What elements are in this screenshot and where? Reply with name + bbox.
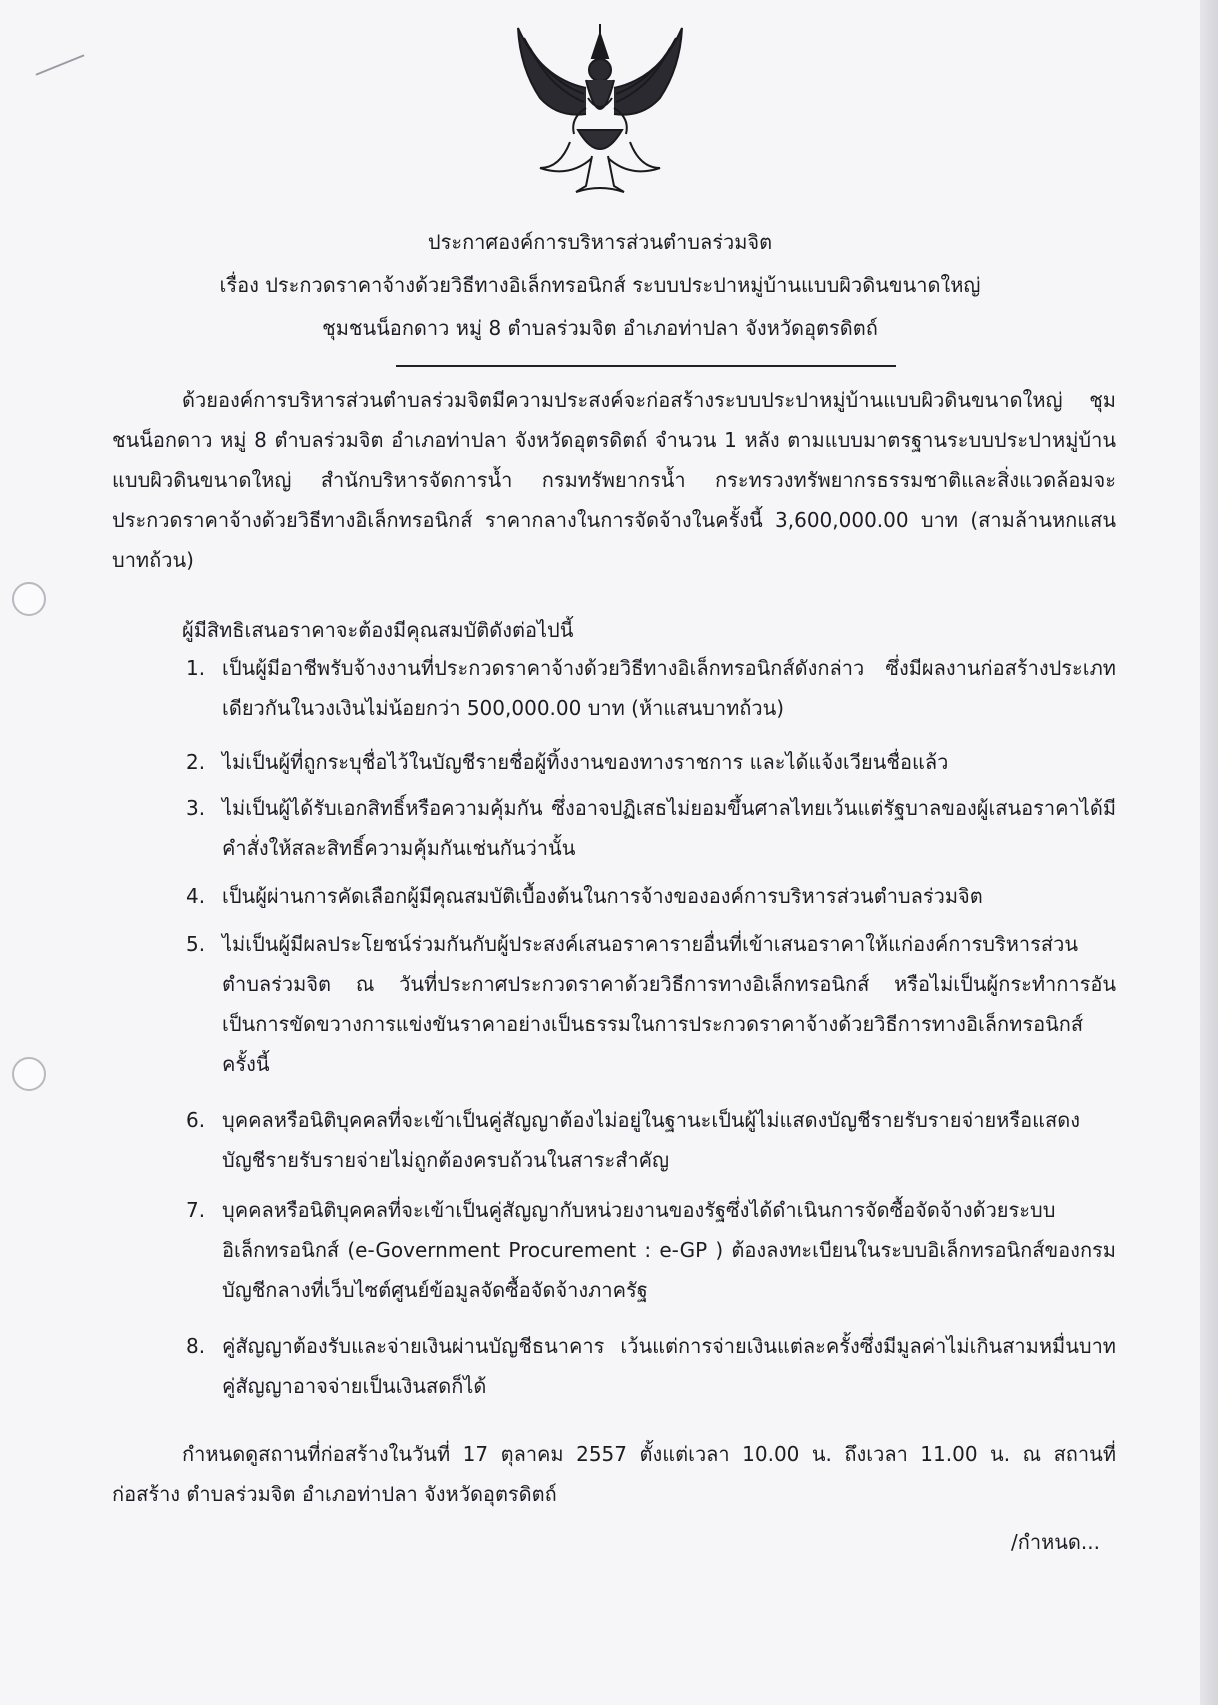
item-text: เป็นผู้มีอาชีพรับจ้างงานที่ประกวดราคาจ้างด้วยวิธีทางอิเล็กทรอนิกส์ดังกล่าว ซึ่งมีผลงานก่อสร้างประเภทเดียวกันในวงเงินไม่น้อยกว่า 500,000.00 บาท (ห้าแสนบาทถ้วน) — [222, 656, 1116, 720]
garuda-emblem-icon — [500, 18, 700, 198]
qualification-item — [186, 788, 1116, 868]
item-number: 7. — [186, 1198, 206, 1222]
item-text: บุคคลหรือนิติบุคคลที่จะเข้าเป็นคู่สัญญากับหน่วยงานของรัฐซึ่งได้ดำเนินการจัดซื้อจัดจ้างด้วยระบบอิเล็กทรอนิกส์ (e-Government Procurement : e-GP ) ต้องลงทะเบียนในระบบอิเล็กทรอนิกส์ของกรมบัญชีกลางที่เว็บไซต์ศูนย์ข้อมูลจัดซื้อจัดจ้างภาครัฐ — [222, 1198, 1116, 1302]
item-number: 5. — [186, 932, 206, 956]
item-text: ไม่เป็นผู้มีผลประโยชน์ร่วมกันกับผู้ประสงค์เสนอราคารายอื่นที่เข้าเสนอราคาให้แก่องค์การบริหารส่วนตำบลร่วมจิต ณ วันที่ประกาศประกวดราคาด้วยวิธีการทางอิเล็กทรอนิกส์ หรือไม่เป็นผู้กระทำการอันเป็นการขัดขวางการแข่งขันราคาอย่างเป็นธรรมในการประกวดราคาจ้างด้วยวิธีการทางอิเล็กทรอนิกส์ครั้งนี้ — [222, 932, 1116, 1076]
item-number: 8. — [186, 1334, 206, 1358]
site-visit-paragraph: กำหนดดูสถานที่ก่อสร้างในวันที่ 17 ตุลาคม 2557 ตั้งแต่เวลา 10.00 น. ถึงเวลา 11.00 น. ณ สถานที่ก่อสร้าง ตำบลร่วมจิต อำเภอท่าปลา จังหวัดอุตรดิตถ์ — [112, 1442, 1116, 1506]
item-text: ไม่เป็นผู้ได้รับเอกสิทธิ์หรือความคุ้มกัน ซึ่งอาจปฏิเสธไม่ยอมขึ้นศาลไทยเว้นแต่รัฐบาลของผู้เสนอราคาได้มีคำสั่งให้สละสิทธิ์ความคุ้มกันเช่นกันว่านั้น — [222, 796, 1116, 860]
item-text: ไม่เป็นผู้ที่ถูกระบุชื่อไว้ในบัญชีรายชื่อผู้ทิ้งงานของทางราชการ และได้แจ้งเวียนชื่อแล้ว — [222, 750, 949, 774]
intro-paragraph: ด้วยองค์การบริหารส่วนตำบลร่วมจิตมีความประสงค์จะก่อสร้างระบบประปาหมู่บ้านแบบผิวดินขนาดใหญ่ ชุมชนน็อกดาว หมู่ 8 ตำบลร่วมจิต อำเภอท่าปลา จังหวัดอุตรดิตถ์ จำนวน 1 หลัง ตามแบบมาตรฐานระบบประปาหมู่บ้านแบบผิวดินขนาดใหญ่ สำนักบริหารจัดการน้ำ กรมทรัพยากรน้ำ กระทรวงทรัพยากรธรรมชาติและสิ่งแวดล้อมจะประกวดราคาจ้างด้วยวิธีทางอิเล็กทรอนิกส์ ราคากลางในการจัดจ้างในครั้งนี้ 3,600,000.00 บาท (สามล้านหกแสนบาทถ้วน) — [112, 388, 1116, 572]
qualification-item — [186, 924, 1116, 1084]
qualification-item — [186, 1190, 1116, 1310]
qualifications-heading: ผู้มีสิทธิเสนอราคาจะต้องมีคุณสมบัติดังต่อไปนี้ — [182, 618, 574, 642]
item-number: 1. — [186, 656, 206, 680]
qualification-item — [186, 1100, 1116, 1180]
punch-hole — [12, 1057, 46, 1091]
continuation-marker: /กำหนด... — [1011, 1530, 1100, 1554]
header-divider — [396, 365, 896, 367]
item-number: 2. — [186, 750, 206, 774]
qualification-item — [186, 648, 1116, 728]
item-text: บุคคลหรือนิติบุคคลที่จะเข้าเป็นคู่สัญญาต้องไม่อยู่ในฐานะเป็นผู้ไม่แสดงบัญชีรายรับรายจ่ายหรือแสดงบัญชีรายรับรายจ่ายไม่ถูกต้องครบถ้วนในสาระสำคัญ — [222, 1108, 1080, 1172]
item-text: คู่สัญญาต้องรับและจ่ายเงินผ่านบัญชีธนาคาร เว้นแต่การจ่ายเงินแต่ละครั้งซึ่งมีมูลค่าไม่เกินสามหมื่นบาทคู่สัญญาอาจจ่ายเป็นเงินสดก็ได้ — [222, 1334, 1116, 1398]
punch-hole — [12, 582, 46, 616]
announcement-subject: เรื่อง ประกวดราคาจ้างด้วยวิธีทางอิเล็กทรอนิกส์ ระบบประปาหมู่บ้านแบบผิวดินขนาดใหญ่ — [219, 273, 981, 297]
announcement-location: ชุมชนน็อกดาว หมู่ 8 ตำบลร่วมจิต อำเภอท่าปลา จังหวัดอุตรดิตถ์ — [322, 316, 878, 340]
item-number: 3. — [186, 796, 206, 820]
item-number: 6. — [186, 1108, 206, 1132]
pen-mark — [36, 54, 85, 75]
item-text: เป็นผู้ผ่านการคัดเลือกผู้มีคุณสมบัติเบื้องต้นในการจ้างขององค์การบริหารส่วนตำบลร่วมจิต — [222, 884, 983, 908]
paper-edge — [1200, 0, 1218, 1705]
qualification-item — [186, 1326, 1116, 1406]
qualification-item — [186, 742, 1116, 782]
item-number: 4. — [186, 884, 206, 908]
announcement-title: ประกาศองค์การบริหารส่วนตำบลร่วมจิต — [427, 230, 773, 254]
qualification-item — [186, 876, 1116, 916]
